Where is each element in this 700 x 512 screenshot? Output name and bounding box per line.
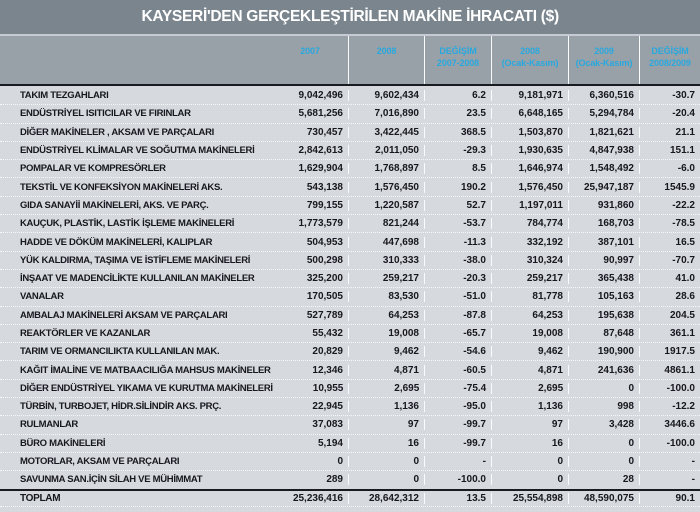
cell-value: -: [424, 456, 491, 467]
cell-value: 4861.1: [639, 365, 700, 376]
cell-value: 998: [568, 401, 639, 412]
row-label: ENDÜSTRİYEL ISITICILAR VE FIRINLAR: [20, 108, 191, 120]
row-label: SAVUNMA SAN.İÇİN SİLAH VE MÜHİMMAT: [20, 474, 203, 486]
cell-value: 25,554,898: [491, 493, 568, 504]
row-label: BÜRO MAKİNELERİ: [20, 437, 106, 449]
table-row: [0, 397, 700, 415]
table-row: [0, 86, 700, 104]
cell-value: -87.8: [424, 310, 491, 321]
cell-value: -70.7: [639, 255, 700, 266]
cell-value: 90,997: [568, 255, 639, 266]
row-label: AMBALAJ MAKİNELERİ AKSAM VE PARÇALARI: [20, 309, 228, 321]
row-label: KAUÇUK, PLASTİK, LASTİK İŞLEME MAKİNELERİ: [20, 218, 235, 230]
cell-value: 8.5: [424, 163, 491, 174]
table-row: [0, 287, 700, 305]
cell-value: -95.0: [424, 401, 491, 412]
cell-value: 500,298: [306, 254, 343, 266]
cell-value: 0: [568, 456, 639, 467]
cell-value: 64,253: [491, 310, 568, 321]
cell-value: 48,590,075: [568, 493, 639, 504]
cell-value: 1917.5: [639, 346, 700, 357]
cell-value: -99.7: [424, 438, 491, 449]
cell-value: 6,648,165: [491, 108, 568, 119]
cell-value: 6,360,516: [568, 90, 639, 101]
cell-value: 1,646,974: [491, 163, 568, 174]
cell-value: -100.0: [639, 438, 700, 449]
column-header: [272, 36, 348, 84]
cell-value: 1,629,904: [298, 163, 343, 175]
cell-value: 387,101: [568, 237, 639, 248]
cell-value: 168,703: [568, 218, 639, 229]
table-row: [0, 379, 700, 397]
cell-value: 9,042,496: [298, 89, 343, 101]
cell-value: 105,163: [568, 291, 639, 302]
cell-value: -22.2: [639, 200, 700, 211]
cell-value: 6.2: [424, 90, 491, 101]
cell-value: 3,422,445: [348, 127, 424, 138]
cell-value: 12,346: [312, 364, 343, 376]
cell-value: 25,236,416: [292, 492, 343, 504]
cell-value: 190,900: [568, 346, 639, 357]
cell-value: -20.4: [639, 108, 700, 119]
cell-value: 241,636: [568, 365, 639, 376]
total-row: [0, 491, 700, 507]
table-row: [0, 434, 700, 452]
cell-value: -6.0: [639, 163, 700, 174]
table-row: [0, 141, 700, 159]
table-row: [0, 342, 700, 360]
cell-value: 90.1: [639, 493, 700, 504]
column-header-line1: 2008: [520, 46, 540, 56]
cell-value: 361.1: [639, 328, 700, 339]
column-header-line1: DEĞİŞİM: [439, 46, 477, 56]
title-bar: [0, 0, 700, 34]
column-header: [568, 36, 639, 84]
cell-value: 1,576,450: [348, 182, 424, 193]
row-label: VANALAR: [20, 291, 64, 303]
cell-value: 931,860: [568, 200, 639, 211]
row-label: REAKTÖRLER VE KAZANLAR: [20, 328, 151, 339]
cell-value: -99.7: [424, 419, 491, 430]
cell-value: 1,821,621: [568, 127, 639, 138]
cell-value: 784,774: [491, 218, 568, 229]
cell-value: 195,638: [568, 310, 639, 321]
cell-value: 0: [348, 456, 424, 467]
cell-value: 504,953: [306, 236, 343, 248]
cell-value: 20,829: [312, 346, 343, 358]
cell-value: 3,428: [568, 419, 639, 430]
cell-value: 9,181,971: [491, 90, 568, 101]
cell-value: 151.1: [639, 145, 700, 156]
column-header: [424, 36, 491, 84]
cell-value: 1545.9: [639, 182, 700, 193]
cell-value: 81,778: [491, 291, 568, 302]
column-header-row: [0, 36, 700, 84]
row-label: HADDE VE DÖKÜM MAKİNELERİ, KALIPLAR: [20, 236, 213, 248]
cell-value: 2,011,050: [348, 145, 424, 156]
cell-value: 365,438: [568, 273, 639, 284]
cell-value: 325,200: [306, 273, 343, 285]
row-label: YÜK KALDIRMA, TAŞIMA VE İSTİFLEME MAKİNELERİ: [20, 254, 251, 266]
cell-value: 1,548,492: [568, 163, 639, 174]
table-row: [0, 306, 700, 324]
cell-value: 21.1: [639, 127, 700, 138]
cell-value: -: [639, 456, 700, 467]
table-row: [0, 415, 700, 433]
table-row: [0, 251, 700, 269]
cell-value: -38.0: [424, 255, 491, 266]
cell-value: 1,136: [348, 401, 424, 412]
cell-value: 16: [348, 438, 424, 449]
cell-value: 28: [568, 474, 639, 485]
table-row: [0, 104, 700, 122]
cell-value: 41.0: [639, 273, 700, 284]
cell-value: 13.5: [424, 493, 491, 504]
table-row: [0, 360, 700, 378]
column-header-line2: (Ocak-Kasım): [501, 58, 559, 68]
column-header-line2: (Ocak-Kasım): [575, 58, 633, 68]
cell-value: 0: [568, 438, 639, 449]
cell-value: -51.0: [424, 291, 491, 302]
cell-value: 16.5: [639, 237, 700, 248]
cell-value: 0: [491, 456, 568, 467]
table-row: [0, 177, 700, 195]
row-label: GIDA SANAYİİ MAKİNELERİ, AKS. VE PARÇ.: [20, 199, 209, 211]
column-header-line1: 2009: [594, 46, 614, 56]
cell-value: 310,324: [491, 255, 568, 266]
cell-value: 1,197,011: [491, 200, 568, 211]
cell-value: 4,847,938: [568, 145, 639, 156]
cell-value: 19,008: [348, 328, 424, 339]
cell-value: 799,155: [306, 199, 343, 211]
cell-value: 87,648: [568, 328, 639, 339]
cell-value: -30.7: [639, 90, 700, 101]
cell-value: 2,842,613: [298, 145, 343, 157]
column-header-spacer: [0, 36, 272, 84]
cell-value: -100.0: [424, 474, 491, 485]
column-header-line2: 2007-2008: [436, 58, 480, 68]
cell-value: 28,642,312: [348, 493, 424, 504]
cell-value: 170,505: [306, 291, 343, 303]
column-header-line1: 2008: [376, 46, 397, 56]
cell-value: 2,695: [491, 383, 568, 394]
cell-value: 447,698: [348, 237, 424, 248]
cell-value: 730,457: [306, 126, 343, 138]
table-row: [0, 232, 700, 250]
row-label: İNŞAAT VE MADENCİLİKTE KULLANILAN MAKİNELER: [20, 273, 255, 285]
cell-value: 0: [337, 456, 343, 468]
page-title: KAYSERİ'DEN GERÇEKLEŞTİRİLEN MAKİNE İHRACATI ($): [141, 8, 559, 25]
cell-value: 9,462: [348, 346, 424, 357]
cell-value: 259,217: [348, 273, 424, 284]
cell-value: 3446.6: [639, 419, 700, 430]
cell-value: 97: [348, 419, 424, 430]
cell-value: 1,768,897: [348, 163, 424, 174]
cell-value: 0: [348, 474, 424, 485]
cell-value: 37,083: [312, 419, 343, 431]
row-label: TAKIM TEZGAHLARI: [20, 89, 109, 101]
cell-value: -60.5: [424, 365, 491, 376]
cell-value: -53.7: [424, 218, 491, 229]
cell-value: 9,462: [491, 346, 568, 357]
cell-value: 52.7: [424, 200, 491, 211]
column-header-line1: 2007: [300, 46, 320, 56]
cell-value: 289: [326, 474, 343, 486]
cell-value: 0: [568, 383, 639, 394]
cell-value: 204.5: [639, 310, 700, 321]
cell-value: 28.6: [639, 291, 700, 302]
row-label: TÜRBİN, TURBOJET, HİDR.SİLİNDİR AKS. PRÇ.: [20, 401, 222, 413]
cell-value: 2,695: [348, 383, 424, 394]
table-row: [0, 324, 700, 342]
cell-value: 1,773,579: [298, 218, 343, 230]
cell-value: 83,530: [348, 291, 424, 302]
row-label: DİĞER MAKİNELER , AKSAM VE PARÇALARI: [20, 126, 214, 138]
cell-value: 821,244: [348, 218, 424, 229]
column-header-line2: 2008/2009: [649, 58, 691, 68]
cell-value: -100.0: [639, 383, 700, 394]
cell-value: 332,192: [491, 237, 568, 248]
column-header: [348, 36, 424, 84]
cell-value: 5,681,256: [298, 108, 343, 120]
table-row: [0, 470, 700, 488]
cell-value: 55,432: [312, 328, 343, 339]
cell-value: 64,253: [348, 310, 424, 321]
row-label: RULMANLAR: [20, 419, 78, 431]
cell-value: -54.6: [424, 346, 491, 357]
cell-value: 22,945: [312, 401, 343, 413]
table-row: [0, 123, 700, 141]
row-label: KAĞIT İMALİNE VE MATBAACILIĞA MAHSUS MAKİNELER: [20, 364, 271, 376]
row-label: TARIM VE ORMANCILIKTA KULLANILAN MAK.: [20, 346, 220, 358]
column-header: [491, 36, 568, 84]
cell-value: 19,008: [491, 328, 568, 339]
cell-value: 368.5: [424, 127, 491, 138]
cell-value: 23.5: [424, 108, 491, 119]
table-row: [0, 214, 700, 232]
cell-value: 1,220,587: [348, 200, 424, 211]
cell-value: 1,576,450: [491, 182, 568, 193]
row-label: TOPLAM: [20, 492, 61, 504]
table-row: [0, 452, 700, 470]
column-header-line1: DEĞİŞİM: [651, 46, 689, 56]
cell-value: 190.2: [424, 182, 491, 193]
cell-value: -78.5: [639, 218, 700, 229]
cell-value: -75.4: [424, 383, 491, 394]
cell-value: 5,294,784: [568, 108, 639, 119]
cell-value: 1,503,870: [491, 127, 568, 138]
cell-value: 7,016,890: [348, 108, 424, 119]
cell-value: 527,789: [306, 309, 343, 321]
table-row: [0, 159, 700, 177]
cell-value: 1,930,635: [491, 145, 568, 156]
cell-value: 1,136: [491, 401, 568, 412]
cell-value: 543,138: [306, 181, 343, 193]
table-row: [0, 196, 700, 214]
cell-value: -20.3: [424, 273, 491, 284]
cell-value: 259,217: [491, 273, 568, 284]
cell-value: 5,194: [317, 437, 343, 449]
cell-value: -11.3: [424, 237, 491, 248]
cell-value: 97: [491, 419, 568, 430]
cell-value: 10,955: [312, 382, 344, 394]
table-row: [0, 269, 700, 287]
row-label: MOTORLAR, AKSAM VE PARÇALARI: [20, 456, 180, 468]
table-body: [0, 86, 700, 489]
row-label: ENDÜSTRİYEL KLİMALAR VE SOĞUTMA MAKİNELERİ: [20, 145, 255, 157]
row-label: TEKSTİL VE KONFEKSİYON MAKİNELERİ AKS.: [20, 181, 223, 193]
column-header: [639, 36, 700, 84]
cell-value: 25,947,187: [568, 182, 639, 193]
cell-value: -29.3: [424, 145, 491, 156]
row-label: DİĞER ENDÜSTRİYEL YIKAMA VE KURUTMA MAKİNELERİ: [20, 382, 273, 394]
cell-value: 0: [491, 474, 568, 485]
cell-value: -12.2: [639, 401, 700, 412]
cell-value: 16: [491, 438, 568, 449]
cell-value: 4,871: [491, 365, 568, 376]
row-label: POMPALAR VE KOMPRESÖRLER: [20, 163, 166, 175]
cell-value: 310,333: [348, 255, 424, 266]
cell-value: 4,871: [348, 365, 424, 376]
cell-value: -: [639, 474, 700, 485]
cell-value: 9,602,434: [348, 90, 424, 101]
cell-value: -65.7: [424, 328, 491, 339]
